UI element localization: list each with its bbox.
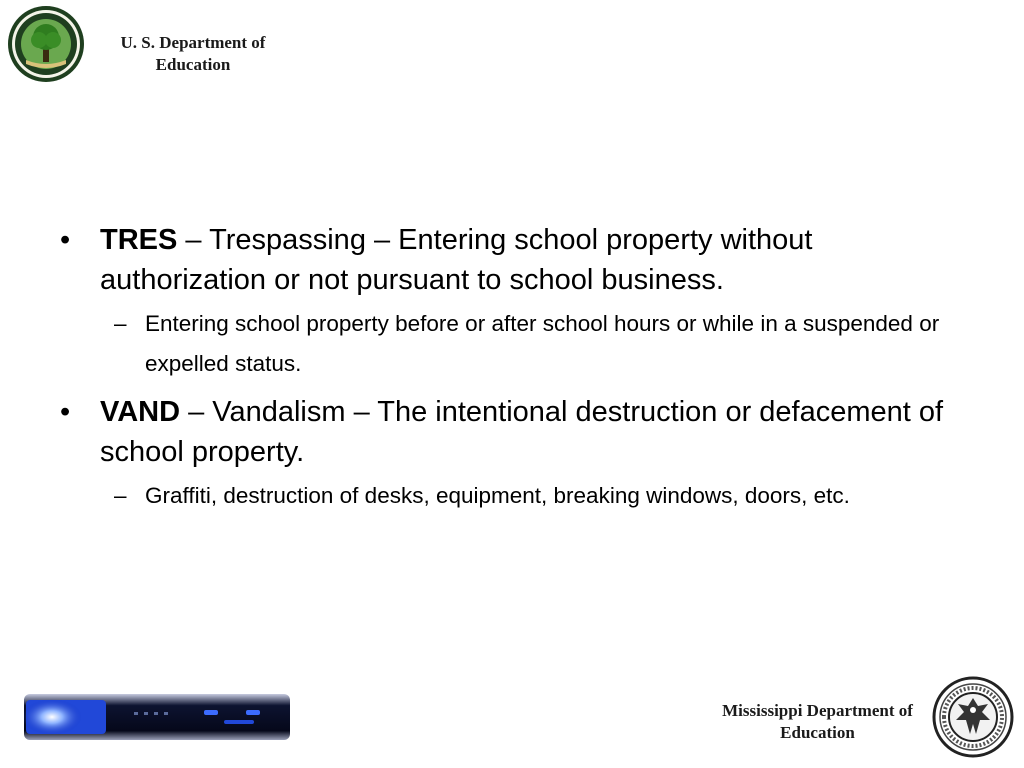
sub-bullet-marker: – <box>114 483 127 508</box>
mississippi-department-of-education-name <box>700 700 935 744</box>
us-department-of-education-seal-icon <box>6 4 86 84</box>
bullet-text: – Vandalism – The intentional destruction or defacement of school property. <box>100 396 944 468</box>
bullet-code: TRES <box>100 224 178 256</box>
police-light-bar-icon <box>24 694 290 740</box>
mde-name-line2: Education <box>780 723 855 742</box>
sub-bullet-tres <box>56 304 976 384</box>
sub-bullet-text: Graffiti, destruction of desks, equipment, breaking windows, doors, etc. <box>145 483 850 508</box>
bullet-marker: • <box>60 396 71 428</box>
bullet-marker: • <box>60 224 71 256</box>
bullet-code: VAND <box>100 396 181 428</box>
mde-name-line1: Mississippi Department of <box>722 701 913 720</box>
sub-bullet-marker: – <box>114 311 127 336</box>
bullet-item-tres <box>56 220 976 300</box>
sub-bullet-vand <box>56 478 976 513</box>
slide-content <box>56 220 976 521</box>
bullet-item-vand <box>56 392 976 472</box>
usde-name-line1: U. S. Department of <box>120 33 266 52</box>
bullet-text: – Trespassing – Entering school property without authorization or not pursuant to school business. <box>100 224 813 296</box>
us-department-of-education-name <box>98 32 288 76</box>
sub-bullet-text: Entering school property before or after school hours or while in a suspended or expelled status. <box>145 311 940 376</box>
mississippi-state-seal-icon <box>932 676 1014 758</box>
usde-name-line2: Education <box>155 55 231 74</box>
